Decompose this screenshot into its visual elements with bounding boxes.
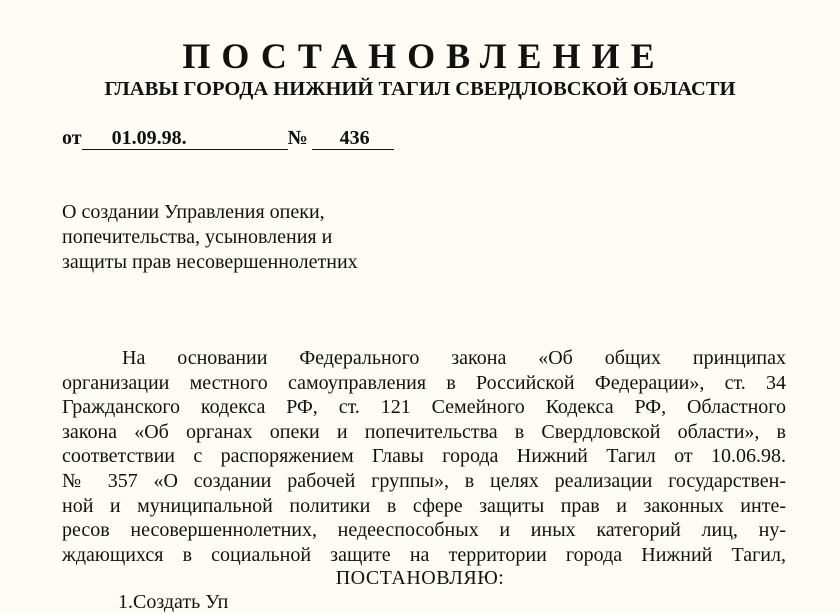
document-title: ПОСТАНОВЛЕНИЕ xyxy=(182,36,666,76)
body-line: На основании Федерального закона «Об общих принципах xyxy=(122,347,786,369)
body-line: ной и муниципальной политики в сфере защиты прав и законных инте- xyxy=(62,494,786,517)
date-number-line xyxy=(62,125,394,151)
document-number: 436 xyxy=(312,127,394,150)
date-prefix: от xyxy=(62,127,82,149)
document-body xyxy=(62,346,786,567)
number-sign: № xyxy=(287,127,308,149)
subject-line: О создании Управления опеки, xyxy=(62,201,325,223)
body-line: ждающихся в социальной защите на территории города Нижний Тагил, xyxy=(62,543,786,566)
document-subject xyxy=(62,200,412,275)
document-date: 01.09.98. xyxy=(82,127,288,150)
decree-heading: ПОСТАНОВЛЯЮ: xyxy=(335,567,505,589)
body-line: организации местного самоуправления в Российской Федерации», ст. 34 xyxy=(62,371,786,394)
subject-line: попечительства, усыновления и xyxy=(62,226,333,248)
body-line: соответствии с распоряжением Главы города Нижний Тагил от 10.06.98. xyxy=(62,445,786,468)
subject-line: защиты прав несовершеннолетних xyxy=(62,251,358,273)
body-line: Гражданского кодекса РФ, ст. 121 Семейного Кодекса РФ, Областного xyxy=(62,396,786,419)
body-line: закона «Об органах опеки и попечительства в Свердловской области», в xyxy=(62,420,786,443)
document-issuer: ГЛАВЫ ГОРОДА НИЖНИЙ ТАГИЛ СВЕРДЛОВСКОЙ ОБЛАСТИ xyxy=(104,78,736,100)
body-line: № 357 «О создании рабочей группы», в целях реализации государствен- xyxy=(62,469,786,492)
body-line: ресов несовершеннолетних, недееспособных и иных категорий лиц, ну- xyxy=(62,519,786,542)
cutoff-line: 1.Создать Уп xyxy=(118,591,229,613)
